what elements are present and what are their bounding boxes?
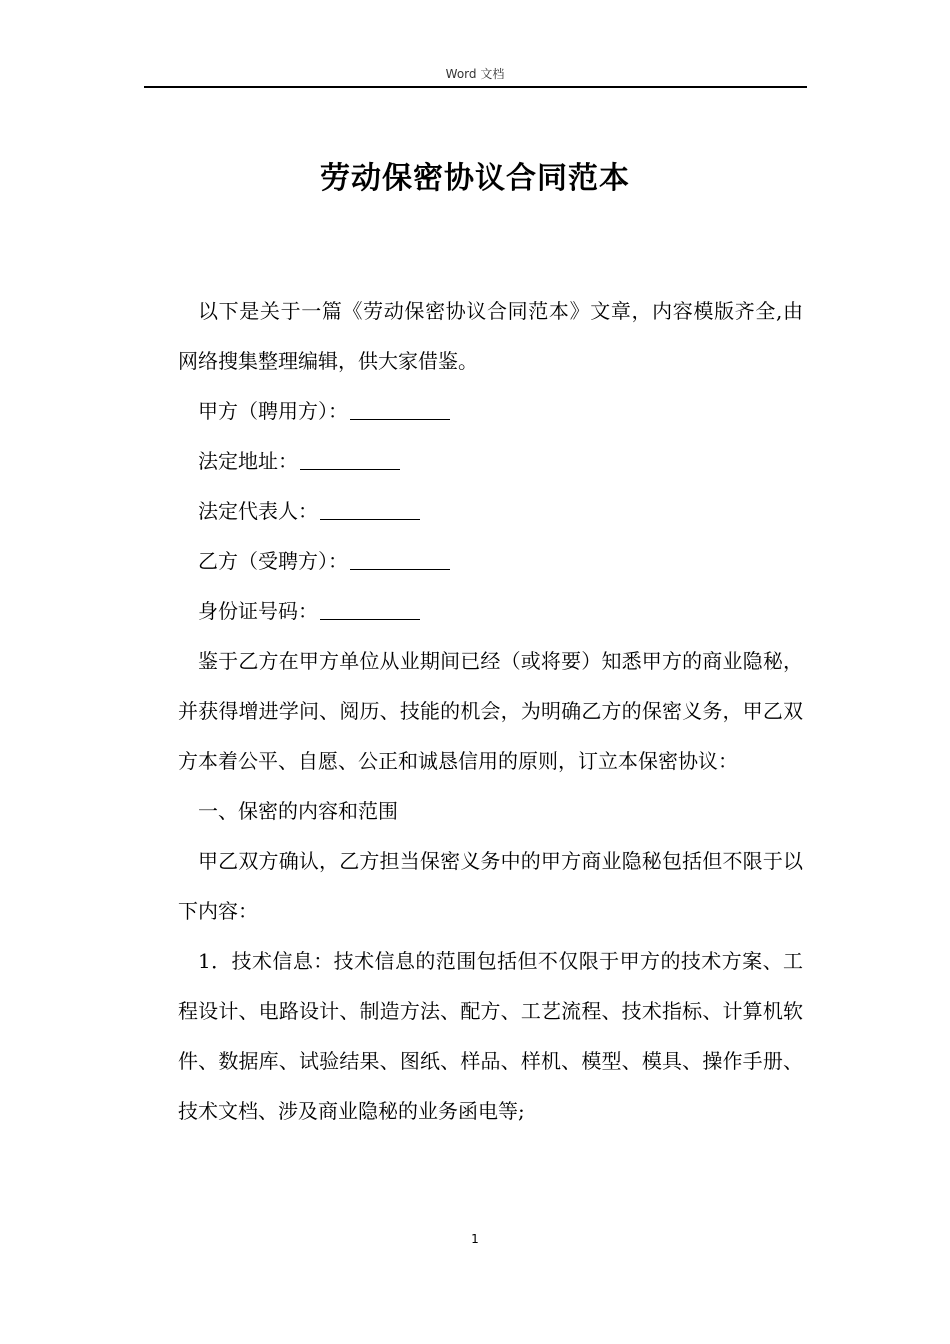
document-title: 劳动保密协议合同范本 xyxy=(320,161,630,196)
field-legal-representative xyxy=(178,486,803,536)
recital-paragraph xyxy=(178,636,803,786)
fill-in-blank xyxy=(320,499,420,520)
scope-text: 甲乙双方确认，乙方担当保密义务中的甲方商业隐秘包括但不限于以下内容： xyxy=(178,849,803,923)
intro-text: 以下是关于一篇《劳动保密协议合同范本》文章，内容模版齐全,由网络搜集整理编辑，供大家借鉴。 xyxy=(178,299,803,373)
document-body xyxy=(178,286,803,1136)
section-heading xyxy=(178,786,803,836)
fill-in-blank xyxy=(350,399,450,420)
field-legal-address xyxy=(178,436,803,486)
field-label: 甲方（聘用方）： xyxy=(198,399,348,423)
intro-paragraph xyxy=(178,286,803,386)
field-label: 乙方（受聘方）： xyxy=(198,549,348,573)
fill-in-blank xyxy=(300,449,400,470)
page-number: 1 xyxy=(471,1232,479,1246)
recital-text: 鉴于乙方在甲方单位从业期间已经（或将要）知悉甲方的商业隐秘，并获得增进学问、阅历、技能的机会，为明确乙方的保密义务，甲乙双方本着公平、自愿、公正和诚恳信用的原则，订立本保密协议： xyxy=(178,649,803,773)
fill-in-blank xyxy=(320,599,420,620)
section-heading-text: 一、保密的内容和范围 xyxy=(198,799,398,823)
field-party-b xyxy=(178,536,803,586)
field-label: 法定地址： xyxy=(198,449,298,473)
field-party-a xyxy=(178,386,803,436)
technical-info-text: 1．技术信息：技术信息的范围包括但不仅限于甲方的技术方案、工程设计、电路设计、制造方法、配方、工艺流程、技术指标、计算机软件、数据库、试验结果、图纸、样品、样机、模型、模具、操作手册、技术文档、涉及商业隐秘的业务函电等; xyxy=(178,949,803,1123)
field-label: 法定代表人： xyxy=(198,499,318,523)
scope-paragraph xyxy=(178,836,803,936)
fill-in-blank xyxy=(350,549,450,570)
field-label: 身份证号码： xyxy=(198,599,318,623)
header-divider xyxy=(144,86,807,88)
technical-info-paragraph xyxy=(178,936,803,1136)
field-id-number xyxy=(178,586,803,636)
page-header-label: Word 文档 xyxy=(445,67,505,81)
